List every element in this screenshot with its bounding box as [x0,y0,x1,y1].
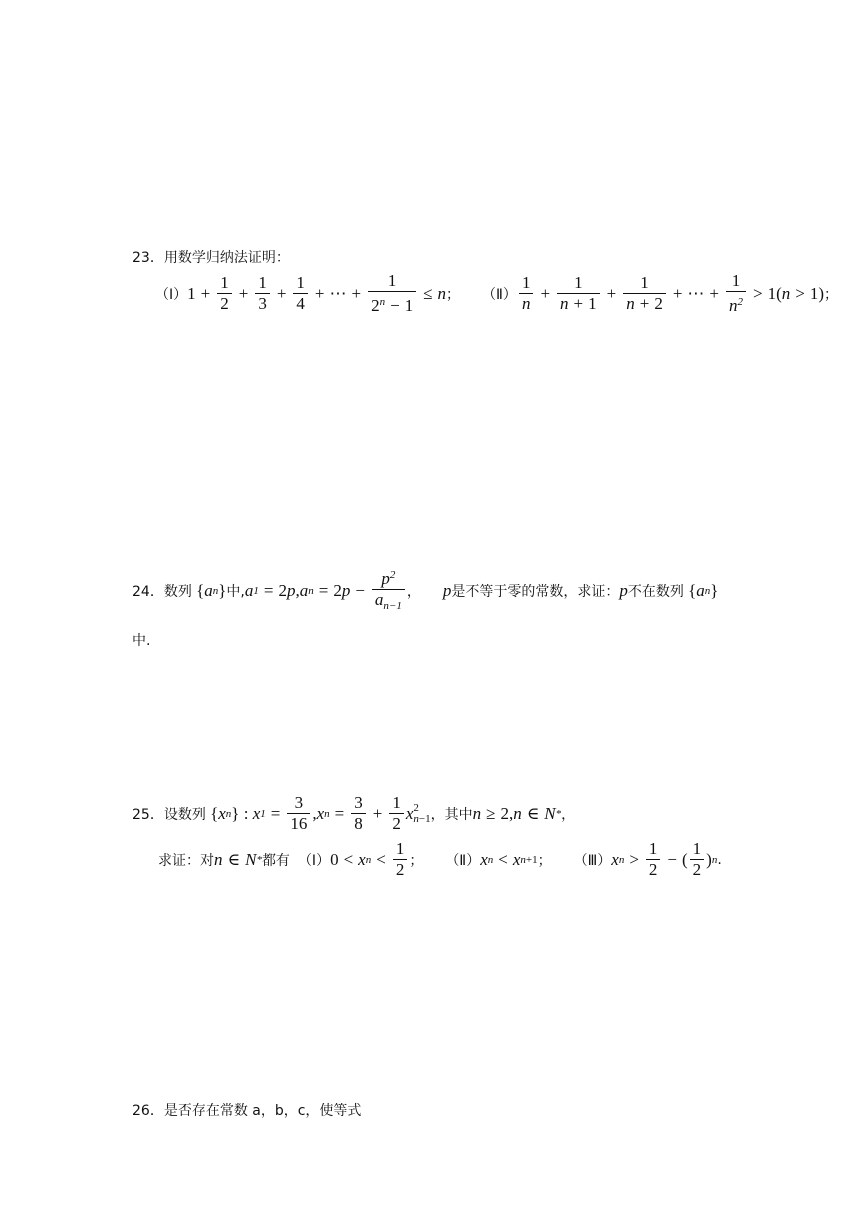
problem-23-heading: 23．用数学归纳法证明： [132,250,290,266]
part-i-label: （Ⅰ） [297,852,331,869]
problem-24-statement: 24．数列 { a n } 中, a 1 = 2 p , a n = 2 p − $\frac{p^2}{a_{n-1}}$ ， p 是不等于零的常数，求证： p 不在数列 { a n } [132,566,718,615]
part-ii-label: （Ⅱ） [445,852,481,869]
problem-25-heading: 25．设数列 [132,806,206,823]
part-ii-label: （Ⅱ） [482,286,517,303]
problem-23-formulas: （Ⅰ） 1 + $\frac{1}{2}$ + $\frac{1}{3}$ + $\frac{1}{4}$ + ⋯ + $\frac{1}{2^n - 1}$ ≤ n ； （Ⅱ） $\frac{1}{n}$ + $\frac{1}{n + 1}$ + $\frac{1}{n + 2}$ + ⋯ + $\frac{1}{n^2}$ > 1( n > 1) ； [155,271,839,315]
problem-25-statement: 25．设数列 { x n } : x 1 = $\frac{3}{16}$ , x n = $\frac{3}{8}$ + $\frac{1}{2}$ x 2 n−1 ，其中 n ≥ 2, n ∈ N * ， [132,793,576,833]
problem-25-to-prove: 求证：对 n ∈ N * 都有 （Ⅰ） 0 < x n < $\frac{1}{2}$ ； （Ⅱ） x n < x n+1 ； （Ⅲ） x n > $\frac{1}{2}$ − ( $\frac{1}{2}$ ) n . [158,839,722,879]
part-iii-label: （Ⅲ） [573,852,612,869]
problem-24-heading: 24．数列 [132,583,192,600]
problem-24-tail: 中. [132,633,151,649]
part-i-label: （Ⅰ） [155,286,188,303]
problem-26-heading: 26．是否存在常数 a，b，c，使等式 [132,1103,362,1119]
